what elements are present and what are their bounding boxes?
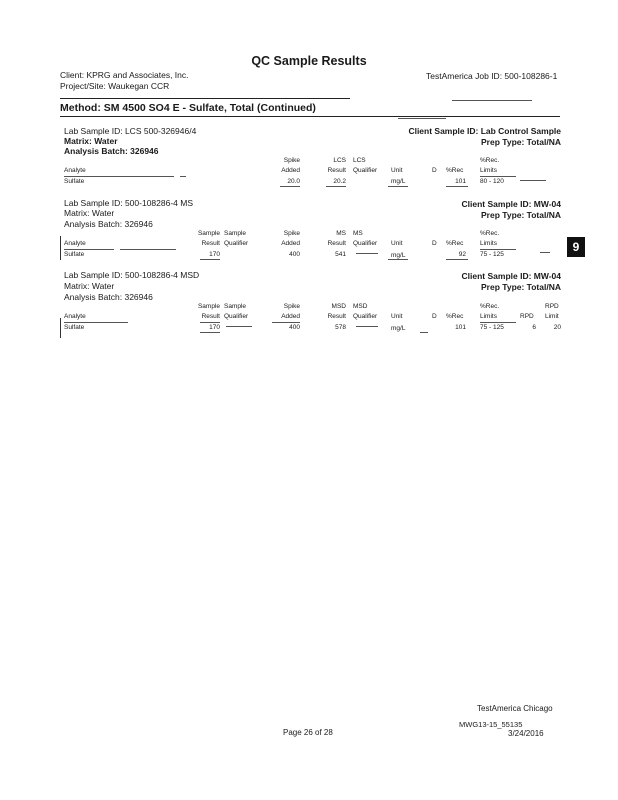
analysis-batch: Analysis Batch: 326946 xyxy=(64,146,159,156)
col-header-qualifier-1: LCS xyxy=(353,157,366,164)
method-rule-short xyxy=(398,118,446,119)
col-header-sample-qualifier-2: Qualifier xyxy=(224,313,249,320)
col-header-rpd-limit-2: Limit xyxy=(545,313,559,320)
col-header-unit: Unit xyxy=(391,167,403,174)
col-header-rec: %Rec xyxy=(446,313,464,320)
cell-spike-added: 20.0 xyxy=(287,178,300,185)
col-header-sample-result-2: Result xyxy=(201,240,220,247)
col-header-result-2: Result xyxy=(327,240,346,247)
col-header-sample-result-2: Result xyxy=(201,313,220,320)
col-header-result-2: Result xyxy=(327,313,346,320)
client-sample-id: Client Sample ID: MW-04 xyxy=(461,199,561,209)
cell-unit: mg/L xyxy=(391,325,406,332)
cell-analyte: Sulfate xyxy=(64,251,85,258)
lab-name: TestAmerica Chicago xyxy=(477,704,553,713)
client-sample-id: Client Sample ID: Lab Control Sample xyxy=(408,126,561,136)
page-title: QC Sample Results xyxy=(251,54,367,68)
section-tab: 9 xyxy=(567,237,585,257)
report-date: 3/24/2016 xyxy=(508,729,544,738)
cell-result: 20.2 xyxy=(333,178,346,185)
col-header-analyte: Analyte xyxy=(64,167,86,174)
prep-type: Prep Type: Total/NA xyxy=(481,210,561,220)
header-rule-left xyxy=(60,98,350,99)
client-line: Client: KPRG and Associates, Inc. xyxy=(60,70,189,80)
job-id: TestAmerica Job ID: 500-108286-1 xyxy=(426,71,558,81)
col-header-unit: Unit xyxy=(391,240,403,247)
col-header-added: Added xyxy=(281,167,300,174)
prep-type: Prep Type: Total/NA xyxy=(481,282,561,292)
col-header-limits-2: Limits xyxy=(480,313,497,320)
col-header-limits-1: %Rec. xyxy=(480,157,500,164)
cell-limits: 80 - 120 xyxy=(480,178,504,185)
method-heading: Method: SM 4500 SO4 E - Sulfate, Total (Continued) xyxy=(60,102,316,114)
matrix: Matrix: Water xyxy=(64,136,118,146)
method-rule xyxy=(60,116,560,117)
matrix: Matrix: Water xyxy=(64,208,115,218)
cell-spike-added: 400 xyxy=(289,251,300,258)
cell-rpd: 6 xyxy=(532,324,536,331)
cell-sample-result: 170 xyxy=(209,251,220,258)
prep-type: Prep Type: Total/NA xyxy=(481,137,561,147)
col-header-sample-qualifier-1: Sample xyxy=(224,230,247,237)
col-header-qualifier-2: Qualifier xyxy=(353,167,378,174)
cell-result: 541 xyxy=(335,251,346,258)
col-header-unit: Unit xyxy=(391,313,403,320)
col-header-limits-2: Limits xyxy=(480,167,497,174)
document-stamp: MWG13-15_55135 xyxy=(459,720,523,729)
col-header-added: Added xyxy=(281,313,300,320)
cell-rec: 101 xyxy=(455,324,466,331)
cell-rpd-limit: 20 xyxy=(553,324,561,331)
page-number: Page 26 of 28 xyxy=(283,728,333,737)
col-header-qualifier-2: Qualifier xyxy=(353,313,378,320)
col-header-d: D xyxy=(432,313,437,320)
col-header-result-1: MS xyxy=(336,230,346,237)
lab-sample-id: Lab Sample ID: LCS 500-326946/4 xyxy=(64,126,197,136)
col-header-sample-qualifier-2: Qualifier xyxy=(224,240,249,247)
col-header-analyte: Analyte xyxy=(64,240,86,247)
header-rule-right xyxy=(452,100,532,101)
cell-rec: 101 xyxy=(455,178,466,185)
cell-limits: 75 - 125 xyxy=(480,324,504,331)
lab-sample-id: Lab Sample ID: 500-108286-4 MS xyxy=(64,198,193,208)
col-header-added: Added xyxy=(281,240,300,247)
col-header-qualifier-1: MS xyxy=(353,230,363,237)
col-header-spike: Spike xyxy=(283,157,300,164)
col-header-qualifier-2: Qualifier xyxy=(353,240,378,247)
col-header-qualifier-1: MSD xyxy=(353,303,368,310)
cell-rec: 92 xyxy=(458,251,466,258)
cell-analyte: Sulfate xyxy=(64,324,85,331)
col-header-d: D xyxy=(432,167,437,174)
col-header-rpd-limit-1: RPD xyxy=(545,303,559,310)
cell-result: 578 xyxy=(335,324,346,331)
cell-analyte: Sulfate xyxy=(64,178,85,185)
col-header-result-1: MSD xyxy=(331,303,346,310)
col-header-result-2: Result xyxy=(327,167,346,174)
col-header-spike: Spike xyxy=(283,303,300,310)
cell-unit: mg/L xyxy=(391,252,406,259)
cell-limits: 75 - 125 xyxy=(480,251,504,258)
matrix: Matrix: Water xyxy=(64,281,115,291)
col-header-rec: %Rec xyxy=(446,167,464,174)
cell-sample-result: 170 xyxy=(209,324,220,331)
analysis-batch: Analysis Batch: 326946 xyxy=(64,219,153,229)
cell-spike-added: 400 xyxy=(289,324,300,331)
project-line: Project/Site: Waukegan CCR xyxy=(60,81,170,91)
col-header-limits-1: %Rec. xyxy=(480,303,500,310)
lab-sample-id: Lab Sample ID: 500-108286-4 MSD xyxy=(64,270,200,280)
col-header-rpd: RPD xyxy=(520,313,534,320)
col-header-d: D xyxy=(432,240,437,247)
col-header-rec: %Rec xyxy=(446,240,464,247)
col-header-spike: Spike xyxy=(283,230,300,237)
col-header-sample-qualifier-1: Sample xyxy=(224,303,247,310)
analysis-batch: Analysis Batch: 326946 xyxy=(64,292,153,302)
col-header-limits-1: %Rec. xyxy=(480,230,500,237)
col-header-sample-result-1: Sample xyxy=(197,303,220,310)
col-header-limits-2: Limits xyxy=(480,240,497,247)
col-header-sample-result-1: Sample xyxy=(197,230,220,237)
col-header-analyte: Analyte xyxy=(64,313,86,320)
cell-unit: mg/L xyxy=(391,178,406,185)
col-header-result-1: LCS xyxy=(333,157,346,164)
client-sample-id: Client Sample ID: MW-04 xyxy=(461,271,561,281)
